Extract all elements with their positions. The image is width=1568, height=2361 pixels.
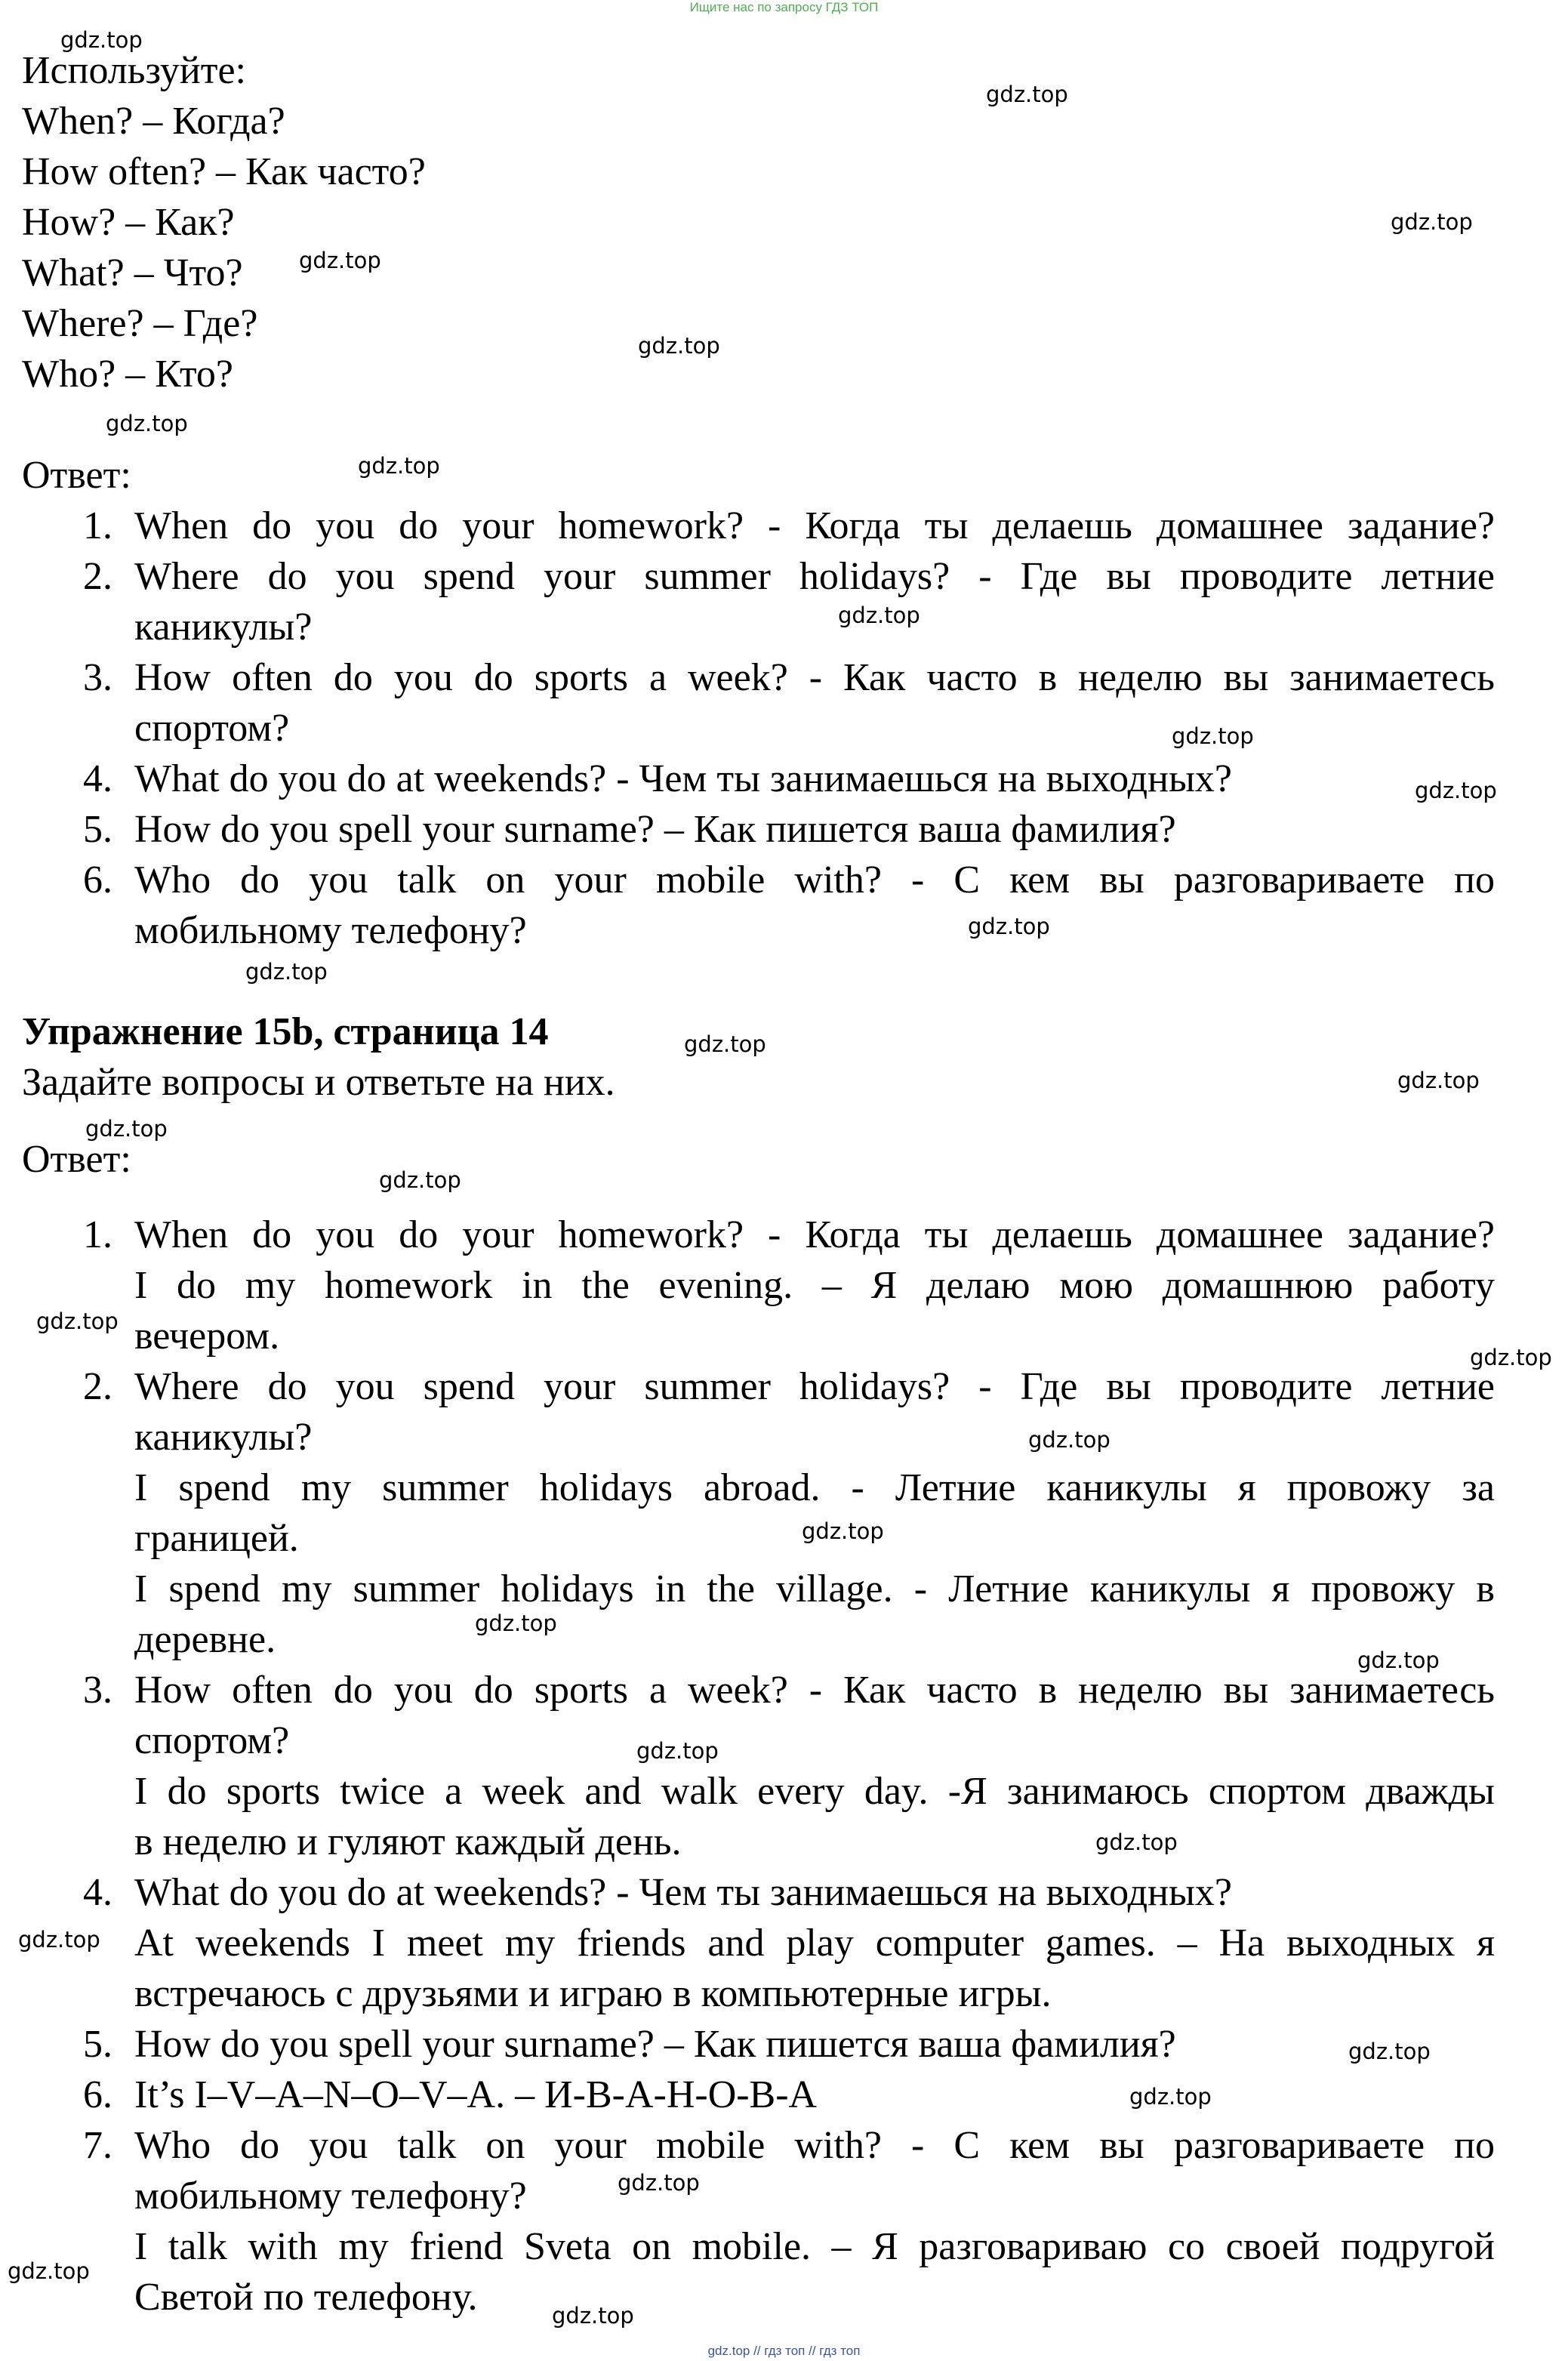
- watermark: gdz.top: [552, 2303, 634, 2329]
- question-word: How? – Как?: [22, 201, 235, 244]
- list-line: мобильному телефону?: [134, 2175, 527, 2218]
- list-line: Светой по телефону.: [134, 2276, 478, 2319]
- watermark: gdz.top: [36, 1308, 119, 1334]
- footer-banner: gdz.top // гдз топ // гдз топ: [707, 2344, 861, 2358]
- list-line: I spend my summer holidays in the village. - Летние каникулы я провожу в: [134, 1567, 1495, 1610]
- answer-label: Ответ:: [22, 454, 131, 497]
- watermark: gdz.top: [838, 603, 920, 628]
- watermark: gdz.top: [106, 411, 188, 436]
- list-line: How often do you do sports a week? - Как часто в неделю вы занимаетесь: [134, 1669, 1495, 1712]
- question-word: What? – Что?: [22, 251, 243, 294]
- use-label: Используйте:: [22, 49, 246, 92]
- list-number: 1.: [83, 1213, 112, 1256]
- list-line: When do you do your homework? - Когда ты делаешь домашнее задание?: [134, 504, 1495, 547]
- list-line: встречаюсь с друзьями и играю в компьютерные игры.: [134, 1972, 1052, 2015]
- watermark: gdz.top: [299, 248, 381, 273]
- exercise-task: Задайте вопросы и ответьте на них.: [22, 1061, 615, 1104]
- watermark: gdz.top: [1028, 1427, 1111, 1453]
- list-number: 3.: [83, 1669, 112, 1712]
- watermark: gdz.top: [1095, 1829, 1178, 1855]
- watermark: gdz.top: [245, 959, 328, 985]
- list-line: How do you spell your surname? – Как пишется ваша фамилия?: [134, 808, 1176, 851]
- list-line: When do you do your homework? - Когда ты делаешь домашнее задание?: [134, 1213, 1495, 1256]
- watermark: gdz.top: [1397, 1068, 1480, 1093]
- list-line: спортом?: [134, 707, 290, 750]
- watermark: gdz.top: [684, 1031, 766, 1057]
- list-number: 3.: [83, 656, 112, 699]
- list-number: 1.: [83, 504, 112, 547]
- list-line: каникулы?: [134, 1416, 313, 1459]
- question-word: Who? – Кто?: [22, 353, 233, 396]
- list-number: 7.: [83, 2124, 112, 2167]
- watermark: gdz.top: [1357, 1647, 1440, 1673]
- list-line: I talk with my friend Sveta on mobile. – Я разговариваю со своей подругой: [134, 2225, 1495, 2268]
- list-number: 5.: [83, 808, 112, 851]
- list-number: 2.: [83, 1365, 112, 1408]
- list-line: в неделю и гуляют каждый день.: [134, 1820, 682, 1863]
- watermark: gdz.top: [986, 82, 1068, 107]
- watermark: gdz.top: [8, 2258, 90, 2284]
- answer-label: Ответ:: [22, 1138, 131, 1181]
- question-word: Where? – Где?: [22, 302, 258, 345]
- list-line: I spend my summer holidays abroad. - Летние каникулы я провожу за: [134, 1466, 1495, 1509]
- list-line: It’s I–V–A–N–O–V–A. – И-В-А-Н-О-В-А: [134, 2073, 818, 2116]
- watermark: gdz.top: [379, 1167, 461, 1193]
- watermark: gdz.top: [85, 1116, 168, 1142]
- list-line: границей.: [134, 1517, 299, 1560]
- watermark: gdz.top: [638, 333, 720, 359]
- list-line: I do sports twice a week and walk every day. -Я занимаюсь спортом дважды: [134, 1770, 1495, 1813]
- list-line: I do my homework in the evening. – Я делаю мою домашнюю работу: [134, 1264, 1495, 1307]
- watermark: gdz.top: [60, 27, 143, 53]
- list-number: 4.: [83, 1871, 112, 1914]
- list-line: At weekends I meet my friends and play computer games. – На выходных я: [134, 1922, 1495, 1965]
- list-line: спортом?: [134, 1719, 290, 1762]
- list-line: Where do you spend your summer holidays? - Где вы проводите летние: [134, 555, 1495, 598]
- watermark: gdz.top: [968, 914, 1050, 939]
- watermark: gdz.top: [802, 1518, 884, 1544]
- watermark: gdz.top: [1172, 723, 1254, 749]
- watermark: gdz.top: [1391, 209, 1473, 235]
- watermark: gdz.top: [18, 1927, 100, 1953]
- watermark: gdz.top: [1415, 778, 1497, 803]
- list-line: каникулы?: [134, 606, 313, 649]
- list-line: вечером.: [134, 1315, 280, 1358]
- header-banner: Ищите нас по запросу ГДЗ ТОП: [689, 0, 879, 14]
- list-number: 4.: [83, 757, 112, 800]
- watermark: gdz.top: [636, 1738, 719, 1764]
- watermark: gdz.top: [1470, 1345, 1552, 1370]
- watermark: gdz.top: [1348, 2039, 1431, 2064]
- watermark: gdz.top: [358, 453, 440, 479]
- exercise-title: Упражнение 15b, страница 14: [22, 1010, 549, 1053]
- list-line: What do you do at weekends? - Чем ты занимаешься на выходных?: [134, 757, 1232, 800]
- watermark: gdz.top: [618, 2170, 700, 2196]
- question-word: How often? – Как часто?: [22, 150, 426, 193]
- list-number: 6.: [83, 858, 112, 902]
- list-line: Who do you talk on your mobile with? - С кем вы разговариваете по: [134, 858, 1495, 902]
- list-line: How do you spell your surname? – Как пишется ваша фамилия?: [134, 2023, 1176, 2066]
- watermark: gdz.top: [475, 1610, 557, 1636]
- list-number: 2.: [83, 555, 112, 598]
- list-line: How often do you do sports a week? - Как часто в неделю вы занимаетесь: [134, 656, 1495, 699]
- watermark: gdz.top: [1129, 2084, 1212, 2110]
- list-line: деревне.: [134, 1618, 276, 1661]
- list-number: 5.: [83, 2023, 112, 2066]
- list-number: 6.: [83, 2073, 112, 2116]
- list-line: Where do you spend your summer holidays? - Где вы проводите летние: [134, 1365, 1495, 1408]
- list-line: мобильному телефону?: [134, 909, 527, 952]
- list-line: What do you do at weekends? - Чем ты занимаешься на выходных?: [134, 1871, 1232, 1914]
- list-line: Who do you talk on your mobile with? - С кем вы разговариваете по: [134, 2124, 1495, 2167]
- question-word: When? – Когда?: [22, 100, 285, 143]
